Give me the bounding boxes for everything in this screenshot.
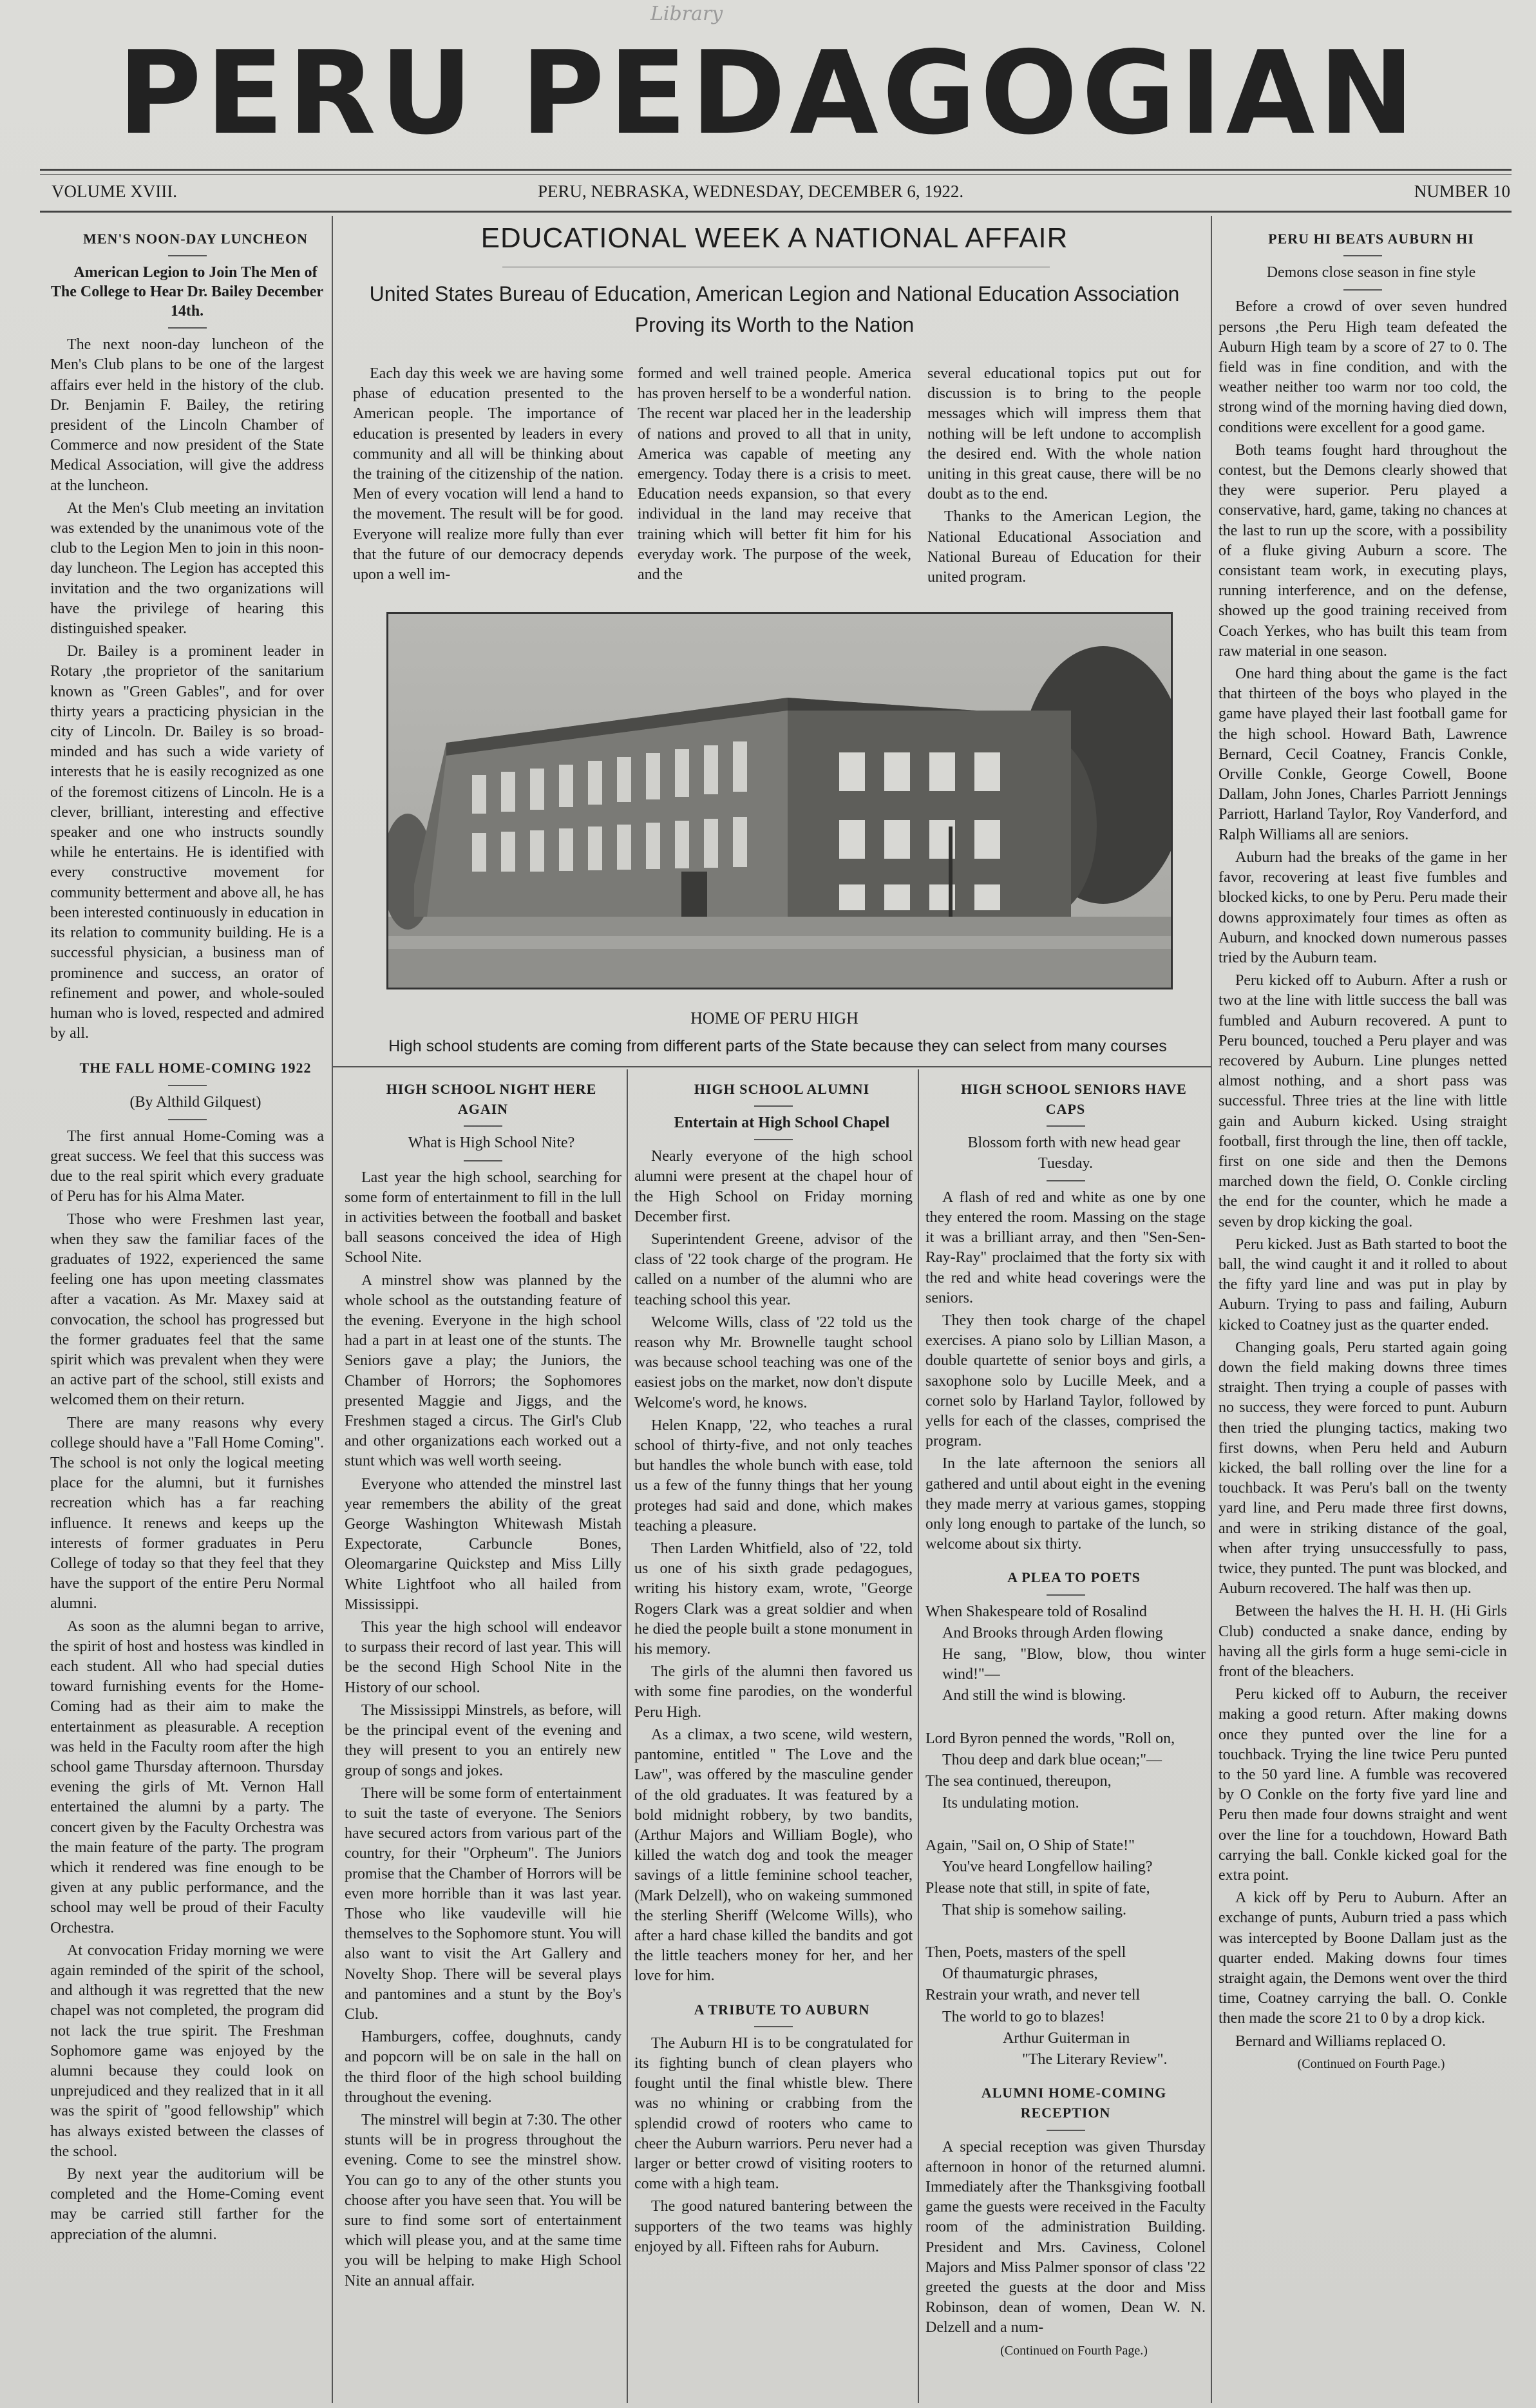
divider [168, 327, 207, 329]
deck-mens-luncheon: American Legion to Join The Men of The College to Hear Dr. Bailey December 14th. [50, 264, 324, 320]
poem-line [925, 1708, 1206, 1728]
column-rule [1211, 216, 1212, 2403]
poem-line: He sang, "Blow, blow, thou winter wind!"— [942, 1646, 1206, 1683]
article-paragraph: At convocation Friday morning we were again reminded of the spirit of the school, and although it was regretted that the new chapel was not completed, the program did not lack the true spirit. The Freshman Sophomore game was enjoyed by the alumni because they could look on unprejudiced and they realized that in it all was the spirit of "good fellowship" which has always existed between the classes of the school. [50, 1942, 324, 2160]
article-paragraph: Bernard and Williams replaced O. [1235, 2032, 1446, 2050]
handwritten-note: Library [650, 3, 723, 25]
headline-hs-alumni: HIGH SCHOOL ALUMNI [694, 1081, 870, 1097]
poem-line: Lord Byron penned the words, "Roll on, [925, 1730, 1175, 1747]
article-paragraph: The Auburn HI is to be congratulated for its fighting bunch of clean players who fought until the final whistle blew. There was no whining or crabbing from the splendid crowd of rooters who came to cheer the Auburn warriors. Peru never had a larger or better crowd of visiting rooters to come with a high team. [634, 2034, 913, 2193]
article-paragraph: A flash of red and white as one by one they entered the room. Massing on the stage it was a brilliant array, and then "Sen-Sen-Ray-Ray" proclaimed that the forty six with the red and white head coverings were the seniors. [925, 1189, 1206, 1306]
continued-note: (Continued on Fourth Page.) [1297, 2056, 1445, 2071]
masthead-rule-top-thin [40, 174, 1512, 175]
article-paragraph: The next noon-day luncheon of the Men's Club plans to be one of the largest affairs ever held in the history of the club. Dr. Benjamin F. Bailey, the retiring president of the Lincoln Chamber of Commerce and now president of the State Medical Association, will give the address at the luncheon. [50, 336, 324, 494]
column-seniors-caps [925, 1079, 1206, 2400]
article-paragraph: Last year the high school, searching for some form of entertainment to fill in the lull in activities between the football and basket ball seasons conceived the idea of High School Nite. [345, 1169, 621, 1266]
article-paragraph: As a climax, a two scene, wild western, pantomine, entitled " The Love and the Law", was offered by the masculine gender of the old graduates. It was featured by a bold midnight robbery, by two bandits, (Arthur Majors and William Bogle), who killed the watch dog and took the meager savings of a little feminine school teacher, (Mark Delzell), who on wakeing summoned the sterling Sheriff (Welcome Wills), who after a hard chase killed the bandits and got the little teachers money for her, and her love for him. [634, 1726, 913, 1985]
poem-line: Again, "Sail on, O Ship of State!" [925, 1837, 1135, 1854]
headline-seniors-caps: HIGH SCHOOL SENIORS HAVE CAPS [961, 1081, 1187, 1118]
divider [464, 1160, 502, 1161]
masthead-title: PERU PEDAGOGIAN [117, 26, 1419, 160]
divider [1343, 255, 1382, 256]
divider [754, 1105, 793, 1107]
photo-caption: HOME OF PERU HIGH [690, 1009, 858, 1027]
article-paragraph: They then took charge of the chapel exercises. A piano solo by Lillian Mason, a double quartette of senior boys and girls, a saxophone solo by Lucille Meek, and a cornet solo by Harland Taylor, followed by yells for each of the classes, comprised the program. [925, 1312, 1206, 1450]
poem-line: You've heard Longfellow hailing? [942, 1859, 1153, 1876]
article-paragraph: Helen Knapp, '22, who teaches a rural school of thirty-five, and not only teaches but handles the whole bunch with ease, told us a few of the funny things that her young proteges had said and done, which makes teaching a pleasure. [634, 1417, 913, 1534]
headline-home-coming: THE FALL HOME-COMING 1922 [79, 1060, 312, 1076]
poem-line: And still the wind is blowing. [942, 1687, 1126, 1705]
column-high-school-alumni [634, 1079, 913, 2400]
divider [1047, 2130, 1085, 2131]
article-paragraph: A kick off by Peru to Auburn. After an exchange of punts, Auburn tried a pass which was intercepted by Boone Dallam just as the quarter ended. Making downs four times straight again, the Demons went over the third time, Coatney carrying the ball. O. Conkle then made the score 21 to 0 by a drop kick. [1218, 1889, 1507, 2027]
divider [168, 1119, 207, 1120]
lead-paragraph: Each day this week we are having some phase of education presented to the American people. The importance of education is presented by leaders in every community and all will be thinking about the training of the citizenship of the nation. Men of every vocation will lend a hand to the movement. The result will be for good. Everyone will realize more fully than ever that the future of our democracy depends upon a well im- [353, 365, 623, 584]
divider [1343, 289, 1382, 291]
article-paragraph: The first annual Home-Coming was a great success. We feel that this success was due to the real spirit which every graduate of Peru has for his Alma Mater. [50, 1127, 324, 1205]
article-paragraph: Peru kicked off to Auburn. After a rush or two at the line with little success the ball was fumbled and Auburn recovered. A punt to Peru bounced, touched a Peru player and was recovered by Auburn. Line plunges netted almost nothing, and a short pass was successful. Three tries at the line with little gain and Auburn kicked. Using straight football, first through the line, then off tackle, first on one side and then the Demons marched down the field, O. Conkle circling the end for the counter, which he made a seven by drop kicking the goal. [1218, 972, 1507, 1230]
article-paragraph: Dr. Bailey is a prominent leader in Rotary ,the proprietor of the sanitarium known as "Green Gables", and for over thirty years a practicing physician in the city of Lincoln. Dr. Bailey is so broad-minded and has such a wide variety of interests that he is easily recognized as one of the foremost citizens of Lincoln. He is a clever, brilliant, interesting and effective speaker and one who instructs soundly while he entertains. He is identified with every constructive movement for community betterment and above all, he has been interested continuously in education in its relation to community building. He is a successful physician, a business man of prominence and success, an orator of refinement and power, and whole-souled human who is loved, respected and admired by all. [50, 643, 324, 1042]
divider [1047, 1180, 1085, 1181]
headline-tribute-auburn: A TRIBUTE TO AUBURN [694, 2001, 870, 2018]
lead-paragraph: Thanks to the American Legion, the National Educational Association and National Bureau of Education for their united program. [927, 508, 1201, 586]
article-paragraph: The girls of the alumni then favored us with some fine parodies, on the wonderful Peru High. [634, 1663, 913, 1721]
article-paragraph: At the Men's Club meeting an invitation was extended by the unanimous vote of the club to the Legion Men to join in this noon-day luncheon. The Legion has accepted this invitation and the two organizations will have the privilege of hearing this distinguished speaker. [50, 499, 324, 638]
article-paragraph: Peru kicked off to Auburn, the receiver making a good return. After making downs once they punted over the line for a touchback. Trying the line twice Peru punted to the 50 yard line. A fumble was recovered by O Conkle on the forty five yard line and Peru then made four downs straight and went over the line for a touchdown, Howard Bath carrying the ball. Conkle kicked goal for the extra point. [1218, 1686, 1507, 1884]
headline-peru-beats-auburn: PERU HI BEATS AUBURN HI [1268, 231, 1474, 247]
issue-number: NUMBER 10 [1414, 182, 1510, 201]
lead-deck-line2: Proving its Worth to the Nation [634, 313, 915, 336]
article-paragraph: In the late afternoon the seniors all gathered and until about eight in the evening they made merry at various games, stopping only long enough to partake of the lunch, so welcome about six thirty. [925, 1455, 1206, 1553]
dateline [52, 182, 1510, 207]
lead-text-col-c [927, 364, 1201, 609]
divider [464, 1125, 502, 1127]
article-paragraph: This year the high school will endeavor to surpass their record of last year. This will be the second High School Nite in the History of our school. [345, 1619, 621, 1696]
poem-line: When Shakespeare told of Rosalind [925, 1603, 1147, 1620]
divider [754, 2026, 793, 2027]
article-paragraph: The Mississippi Minstrels, as before, will be the principal event of the evening and they will present to you an entirely new group of songs and jokes. [345, 1701, 621, 1779]
article-paragraph: The minstrel will begin at 7:30. The other stunts will be in progress throughout the evening. Come to see the minstrel show. You can go to any of the other stunts you choose after you have seen that. You will be sure to find some sort of entertainment which will please you, and at the same time you will be helping to make High School Nite an annual affair. [345, 2111, 621, 2289]
column-rule [918, 1069, 919, 2403]
subhead-peru-beats-auburn: Demons close season in fine style [1266, 264, 1476, 282]
lead-paragraph: formed and well trained people. America has proven herself to be a wonderful nation. The recent war placed her in the leadership of nations and proved to all that in unity, America was capable of meeting any emergency. Today there is a crisis to meet. Education needs expansion, so that every individual in the land may receive that training which will better fit him for his everyday work. The purpose of the week, and the [638, 365, 911, 584]
article-paragraph: A special reception was given Thursday afternoon in honor of the returned alumni. Immediately after the Thanksgiving football game the guests were received in the Faculty room of the administration Building. President and Mrs. Caviness, Colonel Majors and Miss Palmer sponsor of class '22 greeted the guests at the door and Miss Robinson, dean of women, Dean W. N. Delzell and a num- [925, 2138, 1206, 2336]
divider [1047, 1125, 1085, 1127]
poem-line: Please note that still, in spite of fate, [925, 1880, 1150, 1897]
headline-hs-night: HIGH SCHOOL NIGHT HERE AGAIN [386, 1081, 597, 1118]
lead-text-col-a [353, 364, 623, 609]
poem-line: Then, Poets, masters of the spell [925, 1944, 1126, 1961]
article-paragraph: As soon as the alumni began to arrive, the spirit of host and hostess was kindled in each student. All who had special duties toward furnishing events for the Home-Coming had as their aim to make the entertainment as pleasurable. A reception was held in the Faculty room after the high school game Thursday afternoon. Thursday evening the girls of Mt. Vernon Hall entertained the alumni by a party. The concert given by the Faculty Orchestra was the main feature of the party. The program which it rendered was fine enough to be given at any public performance, and the school may well be proud of their Faculty Orchestra. [50, 1618, 324, 1936]
article-paragraph: Everyone who attended the minstrel last year remembers the ability of the great George Washington Whitewash Mistah Expectorate, Carbuncle Bones, Oleomargarine Quickstep and Miss Lilly White Lightfoot who all hailed from Mississippi. [345, 1475, 621, 1613]
lead-text-col-b [638, 364, 911, 609]
lead-paragraph: several educational topics put out for discussion is to bring to the people messages which will impress them that nothing will be left undone to accomplish the desired end. With the whole nation uniting in this great cause, there will be no doubt as to the end. [927, 365, 1201, 503]
article-paragraph: There will be some form of entertainment to suit the taste of everyone. The Seniors have secured actors from various part of the country, for their "Orpheum". The Juniors promise that the Chamber of Horrors will be even more horrible than it was last year. Those who like vaudeville will hie themselves to the Sophomore stunt. You will also want to visit the Art Gallery and Novelty Shop. There will be several plays and pantomines and a stunt by the Boy's Club. [345, 1784, 621, 2023]
poem-line: And Brooks through Arden flowing [942, 1624, 1163, 1641]
building-illustration [388, 614, 1171, 988]
column-peru-beats-auburn [1218, 229, 1507, 2400]
subhead-hs-night: What is High School Nite? [408, 1134, 575, 1152]
lead-headline: EDUCATIONAL WEEK A NATIONAL AFFAIR [480, 222, 1068, 254]
column-men-luncheon [50, 229, 324, 2400]
continued-note: (Continued on Fourth Page.) [1000, 2343, 1148, 2358]
article-paragraph: Before a crowd of over seven hundred persons ,the Peru High team defeated the Auburn High team by a score of 27 to 0. The field was in fine condition, and with the weather neither too warm nor too cold, the strong wind of the morning having died down, conditions were excellent for a good game. [1218, 298, 1507, 436]
article-paragraph: One hard thing about the game is the fact that thirteen of the boys who played in the game have played their last football game for the high school. Howard Bath, Lawrence Bernard, Cecil Coatney, Francis Conkle, Orville Conkle, George Cowell, Boone Dallam, John Jones, Charles Parriott Jennings Parriott, Harland Taylor, Roy Vanderford, and Ralph Williams all are seniors. [1218, 665, 1507, 843]
article-paragraph: Between the halves the H. H. H. (Hi Girls Club) conducted a snake dance, ending by having all the girls form a huge semi-cicle in front of the bleachers. [1218, 1603, 1507, 1681]
poem-line: That ship is somehow sailing. [942, 1901, 1126, 1918]
section-rule [332, 1066, 1211, 1067]
article-paragraph: Superintendent Greene, advisor of the class of '22 took charge of the program. He called on a number of the alumni who are teaching school this year. [634, 1231, 913, 1308]
article-paragraph: Auburn had the breaks of the game in her favor, recovering at least five fumbles and blocked kicks, to one by Peru. Peru made their downs approximately four times as often as Auburn, and knocked down numerous passes tried by the Auburn team. [1218, 848, 1507, 966]
photo-cutline: High school students are coming from different parts of the State because they can select from many courses [388, 1037, 1167, 1055]
poem-attribution: Arthur Guiterman in [1003, 2029, 1130, 2047]
poem-line: The sea continued, thereupon, [925, 1773, 1112, 1790]
column-rule [332, 216, 333, 2403]
article-paragraph: Those who were Freshmen last year, when they saw the familiar faces of the graduates of 1922, experienced the same feeling one has upon meeting classmates after a vacation. As Mr. Maxey said at convocation, the school has progressed but the former graduates feel that the same spirit which was prevalent when they were an active part of the school, still exists and welcomed them on their return. [50, 1210, 324, 1409]
divider [1047, 1594, 1085, 1596]
article-paragraph: Welcome Wills, class of '22 told us the reason why Mr. Brownelle taught school was because school teaching was one of the easiest jobs on the market, now don't dispute Welcome's word, he knows. [634, 1314, 913, 1411]
headline-mens-luncheon: MEN'S NOON-DAY LUNCHEON [83, 231, 308, 247]
dateline-rule [40, 211, 1512, 213]
headline-plea-to-poets: A PLEA TO POETS [1007, 1569, 1141, 1586]
school-building-photo [386, 612, 1173, 989]
poem-line: Restrain your wrath, and never tell [925, 1987, 1141, 2004]
article-paragraph: By next year the auditorium will be completed and the Home-Coming event may be carried still farther for the appreciation of the alumni. [50, 2166, 324, 2243]
poem-line [925, 1815, 1206, 1835]
poem [925, 1602, 1206, 2070]
poem-attribution: "The Literary Review". [1022, 2050, 1168, 2068]
divider [168, 1085, 207, 1086]
article-paragraph: Changing goals, Peru started again going down the field making downs three times straight. Then trying a couple of passes with no success, they were forced to punt. Auburn then tried the plunging tactics, making two first downs, when Peru held and Auburn kicked, the ball rolling over the line for a touchback. It was Peru's ball on the twenty yard line, and Peru made three first downs, and were in striking distance of the goal, when after trying unsuccessfully to pass, twice, they punted. The punt was blocked, and Auburn recovered. The half was then up. [1218, 1339, 1507, 1598]
issue-date: PERU, NEBRASKA, WEDNESDAY, DECEMBER 6, 1922. [538, 182, 964, 201]
article-paragraph: A minstrel show was planned by the whole school as the outstanding feature of the evening. Everyone in the high school had a part in at least one of the stunts. The Seniors gave a play; the Juniors, the Chamber of Horrors; the Sophomores presented Maggie and Jiggs, and the Freshmen staged a circus. The Girl's Club and other organizations each worked out a stunt which was well worth seeing. [345, 1272, 621, 1470]
article-paragraph: Both teams fought hard throughout the contest, but the Demons clearly showed that they were superior. Peru played a conservative, hard, game, taking no chances at the last to run up the score, with a possibility of a fluke giving Auburn a score. The consistant team work, in executing plays, running interference, and on the defense, showed up the good training received from Coach Yerkes, who has built this team from raw material in one season. [1218, 441, 1507, 660]
lead-deck [335, 278, 1214, 340]
article-paragraph: Peru kicked. Just as Bath started to boot the ball, the wind caught it and it rolled to about the fifty yard line and was put in play by Auburn. Trying to pass and failing, Auburn kicked to Coatney just as the quarter ended. [1218, 1236, 1507, 1333]
byline: (By Althild Gilquest) [129, 1093, 261, 1111]
article-paragraph: There are many reasons why every college should have a "Fall Home Coming". The school is not only the logical meeting place for the alumni, but it furnishes recreation which has a far reaching influence. It renews and keeps up the interests of former graduates in Peru College of today so that they feel that they have the support of the entire Peru Normal alumni. [50, 1414, 324, 1612]
poem-line: The world to go to blazes! [942, 2008, 1105, 2025]
deck-hs-alumni: Entertain at High School Chapel [674, 1114, 890, 1132]
article-paragraph: Hamburgers, coffee, doughnuts, candy and popcorn will be on sale in the hall on the third floor of the high school building throughout the evening. [345, 2029, 621, 2106]
masthead-rule-top [40, 169, 1512, 171]
divider [168, 255, 207, 256]
column-rule [627, 1069, 628, 2403]
article-paragraph: Nearly everyone of the high school alumni were present at the chapel hour of the High School on Friday morning December first. [634, 1148, 913, 1225]
column-high-school-night [345, 1079, 621, 2400]
lead-deck-line1: United States Bureau of Education, American Legion and National Education Association [369, 282, 1180, 305]
subhead-seniors-caps: Blossom forth with new head gear Tuesday. [967, 1134, 1180, 1172]
poem-line [925, 1922, 1206, 1942]
headline-alumni-reception: ALUMNI HOME-COMING RECEPTION [981, 2085, 1167, 2121]
article-paragraph: Then Larden Whitfield, also of '22, told us one of his sixth grade pedagogues, writing his history exam, wrote, "George Rogers Clark was a great soldier and when he died the people built a stone monument in his memory. [634, 1540, 913, 1658]
poem-line: Its undulating motion. [942, 1794, 1079, 1811]
poem-line: Of thaumaturgic phrases, [942, 1965, 1098, 1983]
divider [754, 1139, 793, 1140]
article-paragraph: The good natured bantering between the supporters of the two teams was highly enjoyed by all. Fifteen rahs for Auburn. [634, 2198, 913, 2255]
volume-number: VOLUME XVIII. [52, 182, 177, 201]
poem-line: Thou deep and dark blue ocean;"— [942, 1752, 1162, 1769]
